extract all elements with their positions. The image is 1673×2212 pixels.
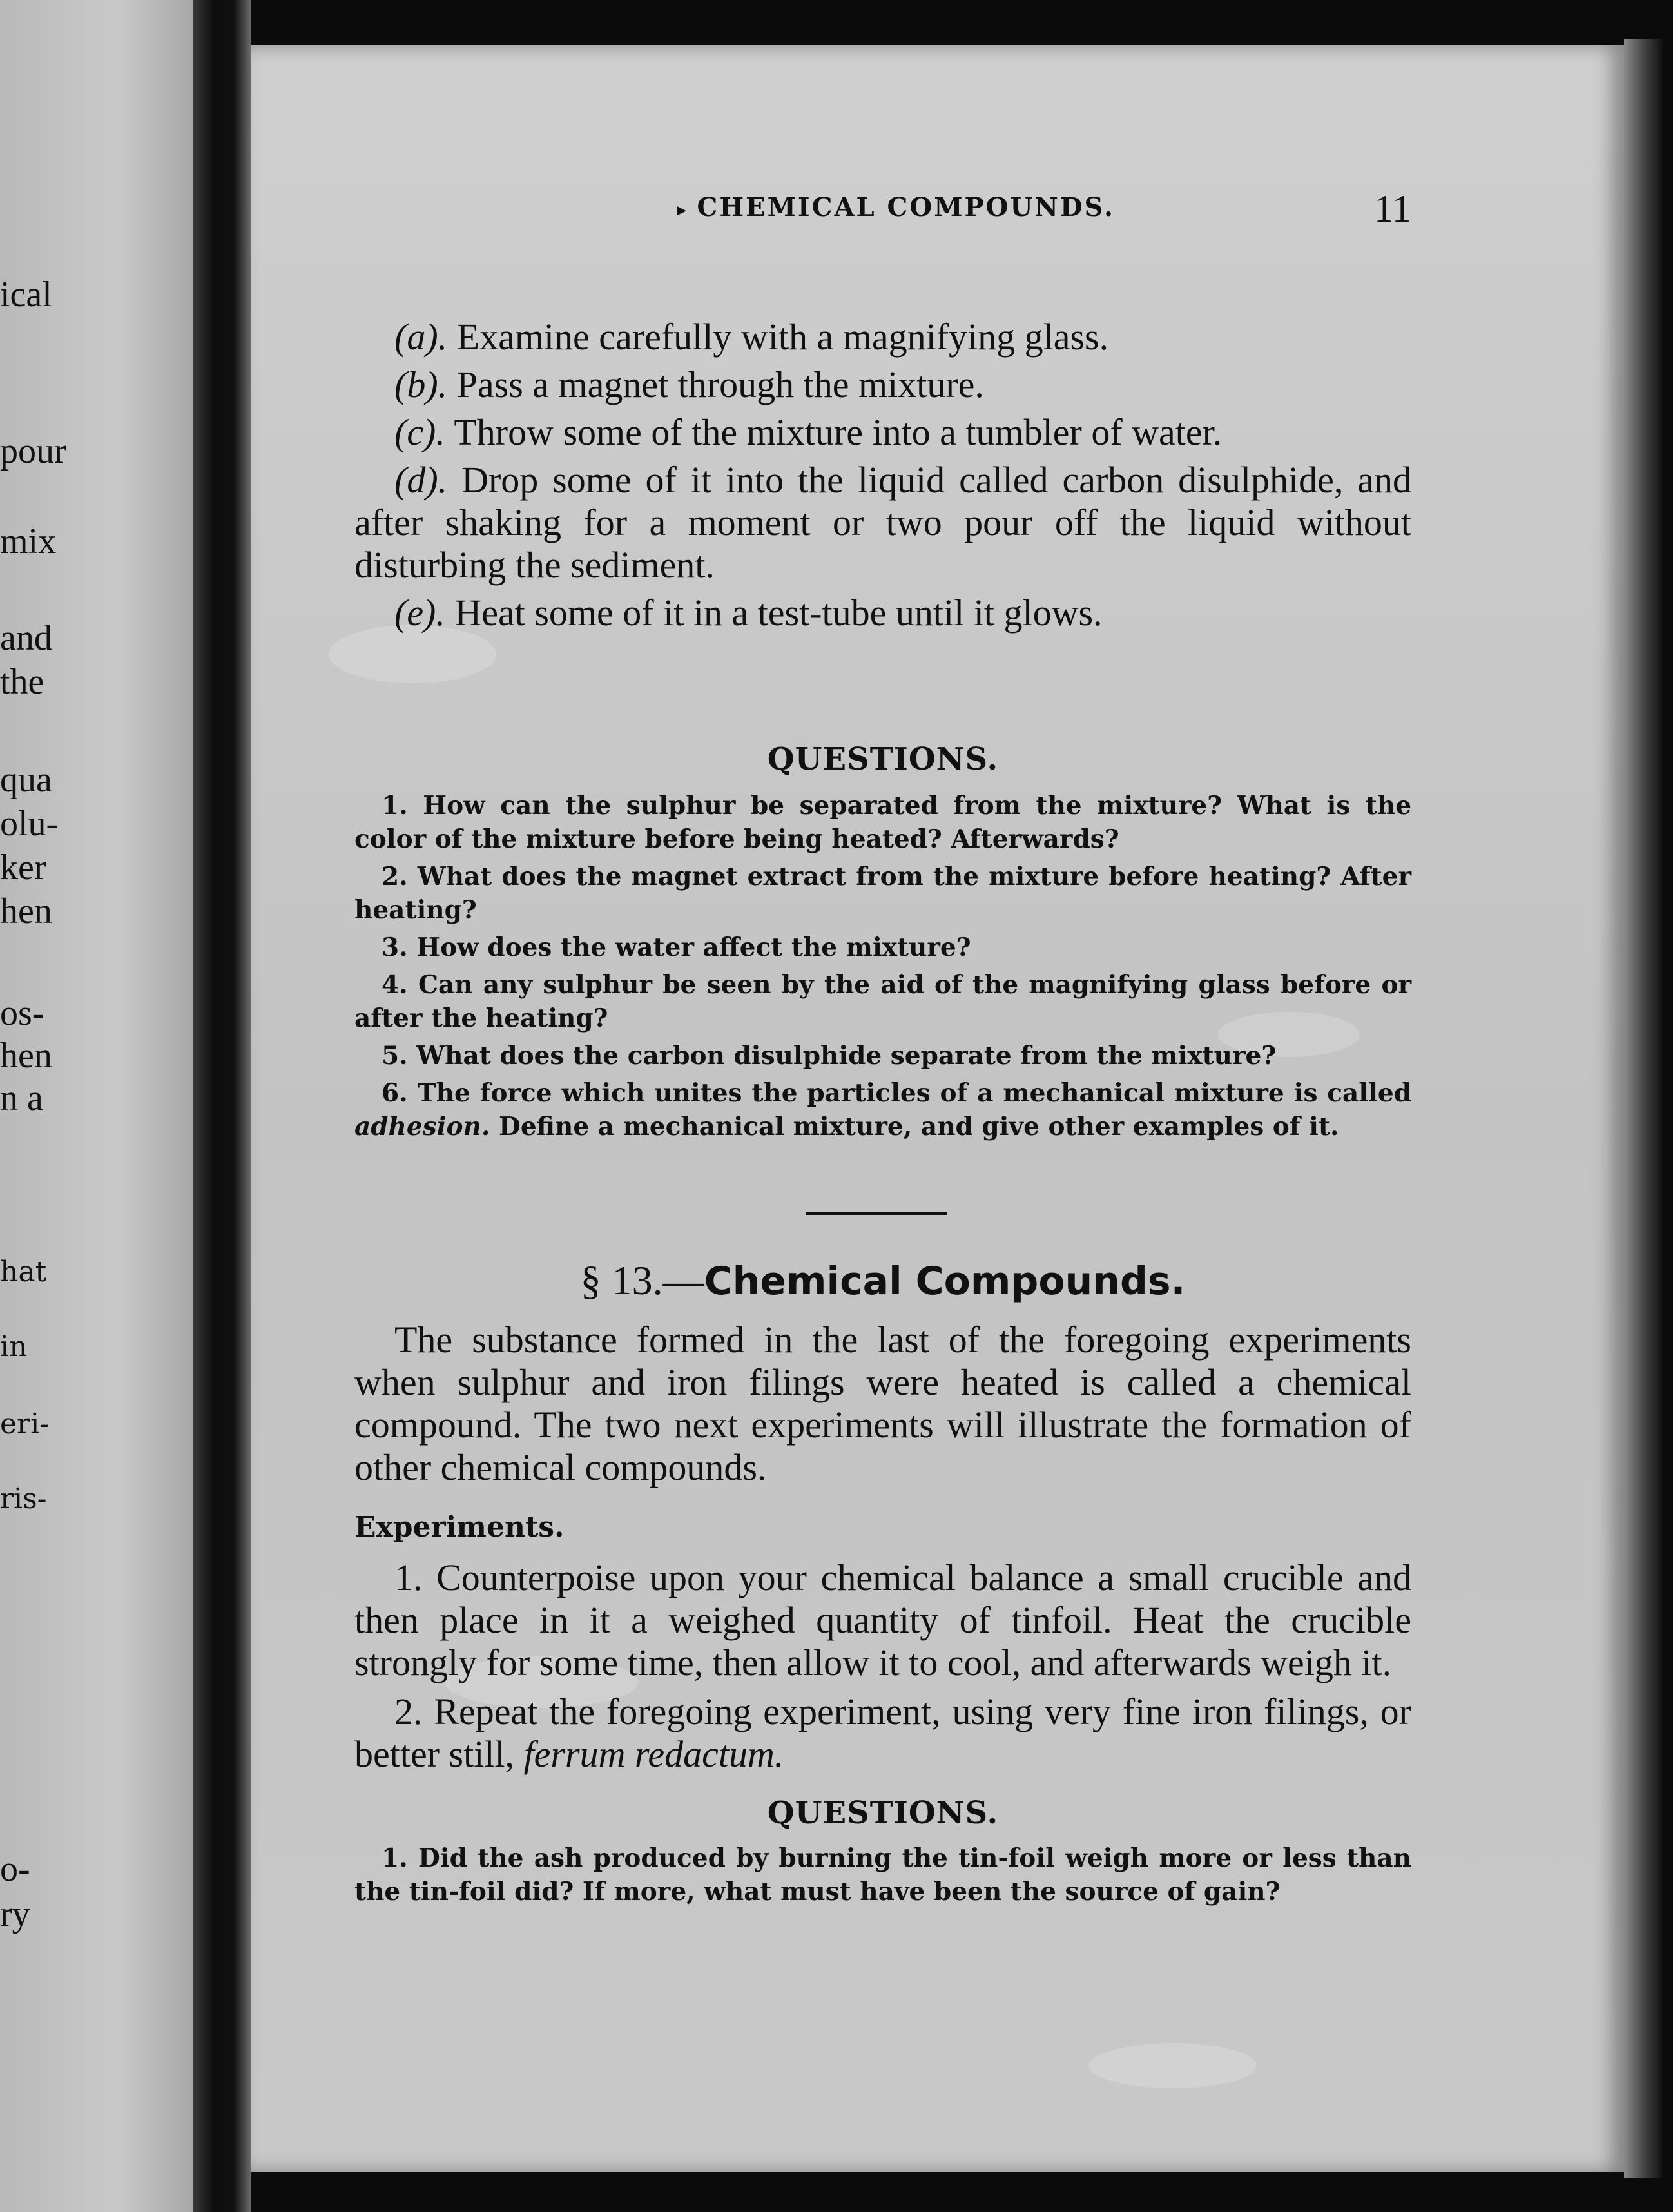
fragment-text: olu-: [0, 804, 59, 844]
step-label: (b).: [394, 364, 448, 405]
running-header: [354, 188, 1411, 237]
questions-heading: QUESTIONS.: [767, 1795, 999, 1831]
question-number: 5.: [382, 1041, 408, 1071]
fragment-text: qua: [0, 760, 52, 800]
question-text: How does the water affect the mixture?: [416, 933, 971, 962]
fragment-text: ker: [0, 848, 46, 888]
question-number: 4.: [382, 970, 408, 1000]
experiment-text: Counterpoise upon your chemical balance a small crucible and then place in it a weighed quantity of tinfoil. Heat the crucible strongly for some time, then allow it to cool, and afterwards weigh it.: [354, 1557, 1412, 1683]
questions-heading: QUESTIONS.: [767, 741, 999, 777]
fragment-text: eri-: [0, 1408, 50, 1441]
step-text: Drop some of it into the liquid called carbon disulphide, and after shaking for a moment or two pour off the liquid without disturbing the sediment.: [354, 459, 1411, 586]
question-item: [354, 1039, 1411, 1072]
question-text: What does the magnet extract from the mixture before heating? After heating?: [354, 862, 1411, 925]
section-intro: The substance formed in the last of the foregoing experiments when sulphur and iron filings were heated is called a chemical compound. The two next experiments will illustrate the formation of other chemical compounds.: [354, 1319, 1411, 1488]
book-page: [251, 45, 1624, 2172]
experiment-step: [354, 316, 1411, 358]
step-label: (a).: [394, 316, 448, 358]
question-text: The force which unites the particles of a mechanical mixture is called: [417, 1078, 1412, 1108]
experiment-text: Repeat the foregoing experiment, using very fine iron filings, or better still,: [354, 1691, 1411, 1775]
question-item: [354, 1841, 1411, 1908]
experiment-steps: [354, 316, 1411, 634]
question-item: [354, 1076, 1411, 1143]
fragment-text: in: [0, 1330, 28, 1363]
fragment-text: ical: [0, 275, 52, 315]
question-item: [354, 931, 1411, 964]
question-text: What does the carbon disulphide separate from the mixture?: [416, 1041, 1277, 1071]
fragment-text: hen: [0, 891, 52, 931]
question-item: [354, 789, 1411, 856]
fragment-text: and: [0, 618, 52, 658]
running-title: ▸ CHEMICAL COMPOUNDS.: [677, 192, 1115, 222]
experiment-step: [354, 411, 1411, 454]
section-chemical-compounds: [354, 1257, 1411, 1912]
question-text: Can any sulphur be seen by the aid of the magnifying glass before or after the heating?: [354, 970, 1412, 1033]
step-text: Pass a magnet through the mixture.: [456, 364, 984, 405]
fragment-text: pour: [0, 431, 66, 471]
section-heading: [354, 1257, 1411, 1305]
question-number: 6.: [382, 1078, 408, 1108]
step-label: (c).: [394, 411, 445, 453]
page-number: 11: [1374, 188, 1411, 230]
book-gutter: [193, 0, 251, 2212]
italic-term: ferrum redactum.: [523, 1733, 784, 1775]
section-number: § 13.—: [580, 1257, 704, 1303]
question-number: 2.: [382, 862, 408, 891]
step-text: Examine carefully with a magnifying glass.: [456, 316, 1109, 358]
experiment-item: [354, 1691, 1411, 1776]
question-number: 1.: [382, 1843, 408, 1873]
italic-term: adhesion.: [354, 1112, 490, 1141]
question-item: [354, 968, 1411, 1035]
step-text: Heat some of it in a test-tube until it glows.: [454, 592, 1103, 634]
page-edge: [1624, 39, 1663, 2178]
section-divider: [806, 1212, 947, 1215]
section-title: Chemical Compounds.: [704, 1259, 1186, 1304]
questions-list: [354, 1841, 1411, 1908]
question-item: [354, 860, 1411, 927]
experiment-number: 2.: [394, 1691, 423, 1732]
question-number: 1.: [382, 791, 408, 820]
fragment-text: hat: [0, 1256, 47, 1288]
step-text: Throw some of the mixture into a tumbler of water.: [454, 411, 1223, 453]
experiment-step: [354, 592, 1411, 634]
fragment-text: hen: [0, 1036, 52, 1076]
fragment-text: ry: [0, 1894, 30, 1934]
adjacent-page-fragment: [0, 0, 193, 2212]
experiment-number: 1.: [394, 1557, 423, 1598]
step-label: (e).: [394, 592, 445, 634]
questions-list: [354, 789, 1411, 1143]
step-label: (d).: [394, 459, 448, 501]
fragment-text: o-: [0, 1849, 30, 1889]
questions-section: [354, 741, 1411, 1147]
questions-section: [354, 1795, 1411, 1908]
question-text: Did the ash produced by burning the tin-foil weigh more or less than the tin-foil did? If more, what must have been the source of gain?: [354, 1843, 1412, 1906]
question-text: How can the sulphur be separated from the mixture? What is the color of the mixture before being heated? Afterwards?: [354, 791, 1412, 854]
experiment-item: [354, 1557, 1411, 1684]
experiments-heading: Experiments.: [354, 1511, 565, 1544]
fragment-text: the: [0, 662, 44, 702]
experiment-step: [354, 459, 1411, 587]
fragment-text: ris-: [0, 1482, 47, 1515]
question-text: Define a mechanical mixture, and give other examples of it.: [499, 1112, 1339, 1141]
experiment-step: [354, 364, 1411, 406]
fragment-text: os-: [0, 993, 44, 1033]
fragment-text: mix: [0, 521, 57, 561]
question-number: 3.: [382, 933, 408, 962]
fragment-text: n a: [0, 1078, 43, 1118]
